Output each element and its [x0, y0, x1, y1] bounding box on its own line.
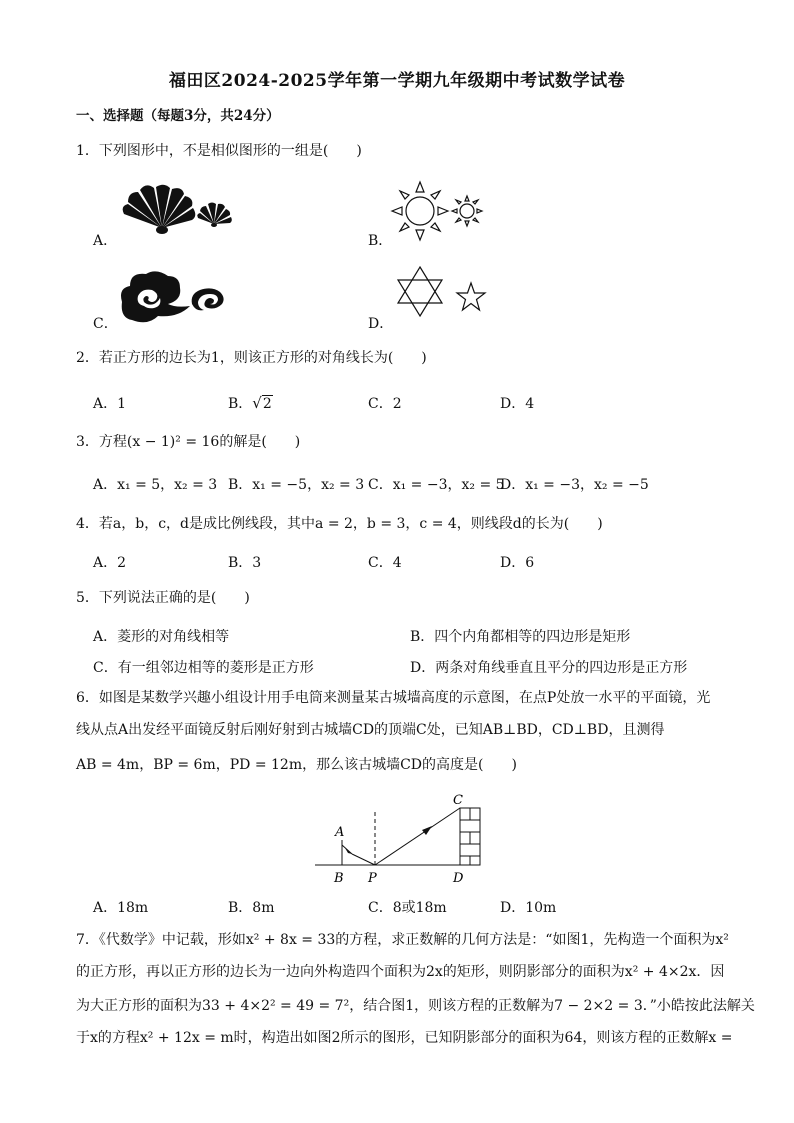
question-7-line-1: 7．《代数学》中记载，形如x² + 8x = 33的方程，求正数解的几何方法是：“如图1，先构造一个面积为x² [76, 932, 729, 948]
q6-option-b: B．8m [228, 900, 275, 916]
question-5-stem: 5．下列说法正确的是( ) [76, 590, 250, 606]
question-6-line-1: 6．如图是某数学兴趣小组设计用手电筒来测量某古城墙高度的示意图，在点P处放一水平的平面镜，光 [76, 690, 711, 706]
q1-option-a-label: A． [93, 233, 118, 249]
q3-option-d: D．x₁ = −3，x₂ = −5 [500, 477, 649, 493]
question-3-stem: 3．方程(x − 1)² = 16的解是( ) [76, 434, 301, 450]
q2-option-c: C．2 [368, 396, 402, 412]
page-title: 福田区2024-2025学年第一学期九年级期中考试数学试卷 [168, 71, 626, 91]
q5-option-a: A．菱形的对角线相等 [93, 629, 230, 645]
fig-label-c: C [453, 793, 463, 808]
q6-option-d: D．10m [500, 900, 557, 916]
section-heading: 一、选择题（每题3分，共24分） [76, 108, 280, 124]
q6-option-a: A．18m [93, 900, 149, 916]
q4-option-b: B．3 [228, 555, 262, 571]
question-6-line-3: AB = 4m，BP = 6m，PD = 12m，那么该古城墙CD的高度是( ) [76, 757, 517, 773]
q1-option-d-label: D． [368, 316, 394, 332]
q1-option-c-label: C． [93, 316, 118, 332]
q2-option-b-label: B． [228, 396, 253, 412]
q5-option-d: D．两条对角线垂直且平分的四边形是正方形 [410, 660, 688, 676]
q2-option-b [228, 393, 273, 413]
q1-option-b-label: B． [368, 233, 393, 249]
ray-arrow-icon [422, 826, 432, 835]
fig-label-a: A [335, 825, 345, 840]
question-7-line-4: 于x的方程x² + 12x = m时，构造出如图2所示的图形，已知阴影部分的面积为64，则该方程的正数解x = [76, 1030, 733, 1046]
q3-option-a: A．x₁ = 5，x₂ = 3 [93, 477, 218, 493]
q2-option-b-radicand: 2 [262, 396, 272, 412]
fig-label-d: D [453, 871, 464, 886]
sun-icon [392, 180, 492, 242]
question-2-stem: 2．若正方形的边长为1，则该正方形的对角线长为( ) [76, 350, 427, 366]
q3-option-c: C．x₁ = −3，x₂ = 5 [368, 477, 505, 493]
shell-fan-icon [118, 184, 238, 236]
q6-option-c: C．8或18m [368, 900, 447, 916]
question-4-stem: 4．若a，b，c，d是成比例线段，其中a = 2，b = 3，c = 4，则线段d的长为( ) [76, 516, 603, 532]
question-7-line-2: 的正方形，再以正方形的边长为一边向外构造四个面积为2x的矩形，则阴影部分的面积为x² + 4×2x．因 [76, 964, 725, 980]
q4-option-d: D．6 [500, 555, 535, 571]
q4-option-c: C．4 [368, 555, 402, 571]
cloud-swirl-icon [118, 268, 230, 328]
star-of-david-icon [396, 266, 492, 318]
fig-label-p: P [368, 871, 377, 886]
q2-option-d: D．4 [500, 396, 535, 412]
fig-label-b: B [334, 871, 344, 886]
q3-option-b: B．x₁ = −5，x₂ = 3 [228, 477, 365, 493]
question-7-line-3: 为大正方形的面积为33 + 4×2² = 49 = 7²，结合图1，则该方程的正数解为7 − 2×2 = 3．”小皓按此法解关 [76, 998, 755, 1014]
question-1-stem: 1．下列图形中，不是相似图形的一组是( ) [76, 143, 362, 159]
q5-option-b: B．四个内角都相等的四边形是矩形 [410, 629, 631, 645]
q2-option-a: A．1 [93, 396, 127, 412]
q5-option-c: C．有一组邻边相等的菱形是正方形 [93, 660, 314, 676]
sqrt-symbol: √ [252, 394, 262, 412]
question-6-line-2: 线从点A出发经平面镜反射后刚好射到古城墙CD的顶端C处，已知AB⊥BD，CD⊥BD，且测得 [76, 722, 665, 738]
wall-mirror-diagram [310, 790, 500, 890]
q4-option-a: A．2 [93, 555, 127, 571]
